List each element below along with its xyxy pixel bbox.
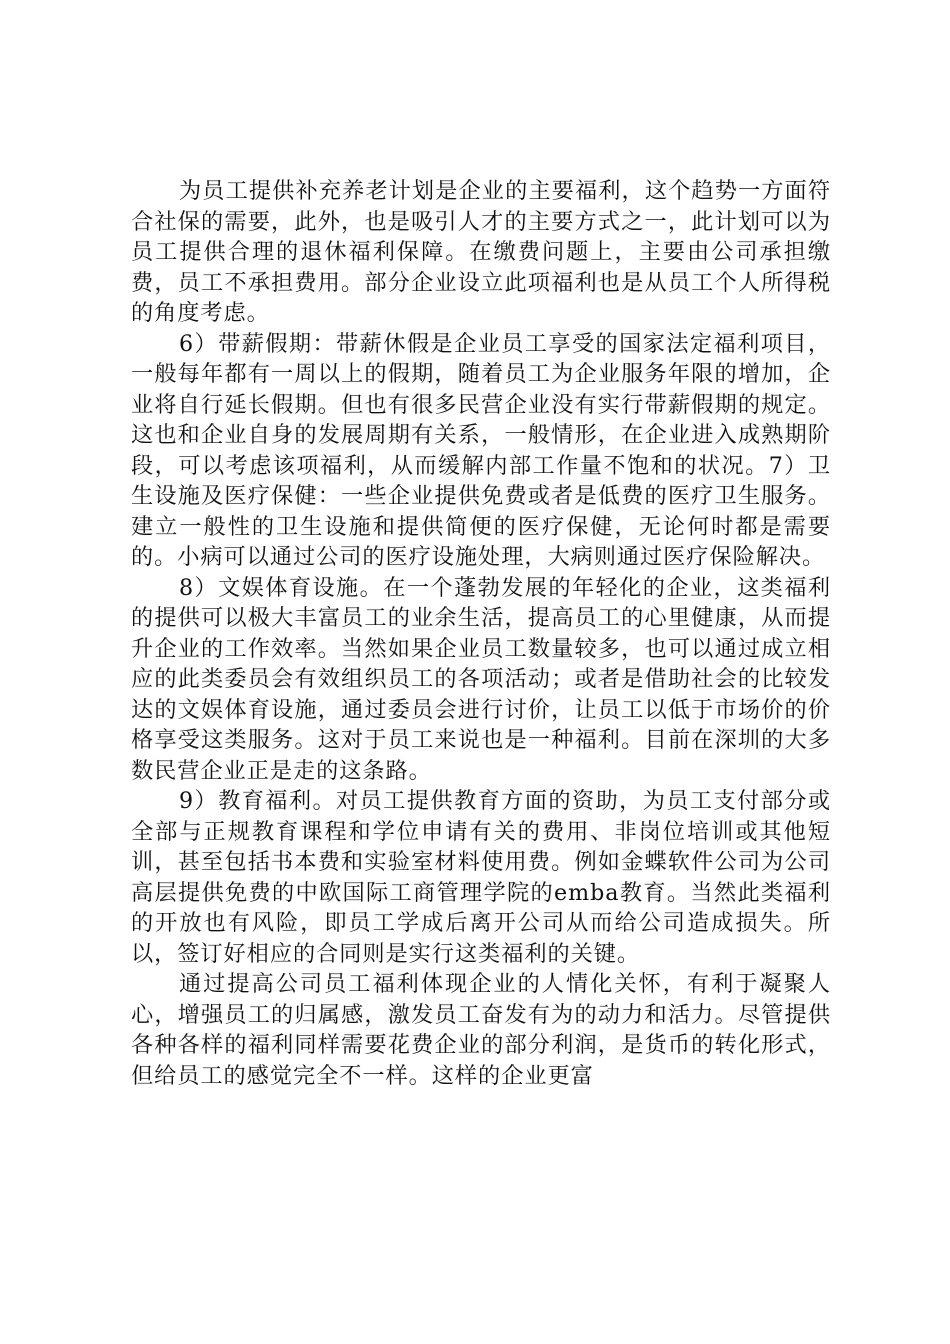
paragraph-pension-plan: 为员工提供补充养老计划是企业的主要福利，这个趋势一方面符合社保的需要，此外，也是吸引人才的主要方式之一，此计划可以为员工提供合理的退休福利保障。在缴费问题上，主要由公司承担缴费，员工不承担费用。部分企业设立此项福利也是从员工个人所得税的角度考虑。: [131, 178, 831, 326]
paragraph-conclusion: 通过提高公司员工福利体现企业的人情化关怀，有利于凝聚人心，增强员工的归属感，激发员工奋发有为的动力和活力。尽管提供各种各样的福利同样需要花费企业的部分利润，是货币的转化形式，但给员工的感觉完全不一样。这样的企业更富: [131, 971, 831, 1089]
paragraph-education-benefits: 9）教育福利。对员工提供教育方面的资助，为员工支付部分或全部与正规教育课程和学位申请有关的费用、非岗位培训或其他短训，甚至包括书本费和实验室材料使用费。例如金蝶软件公司为公司高层提供免费的中欧国际工商管理学院的emba教育。当然此类福利的开放也有风险，即员工学成后离开公司从而给公司造成损失。所以，签订好相应的合同则是实行这类福利的关键。: [131, 788, 831, 967]
document-body: [131, 176, 831, 1091]
paragraph-paid-leave-and-health: 6）带薪假期：带薪休假是企业员工享受的国家法定福利项目，一般每年都有一周以上的假期，随着员工为企业服务年限的增加，企业将自行延长假期。但也有很多民营企业没有实行带薪假期的规定。这也和企业自身的发展周期有关系，一般情形，在企业进入成熟期阶段，可以考虑该项福利，从而缓解内部工作量不饱和的状况。7）卫生设施及医疗保健：一些企业提供免费或者是低费的医疗卫生服务。建立一般性的卫生设施和提供简便的医疗保健，无论何时都是需要的。小病可以通过公司的医疗设施处理，大病则通过医疗保险解决。: [131, 330, 831, 570]
paragraph-recreation-facilities: 8）文娱体育设施。在一个蓬勃发展的年轻化的企业，这类福利的提供可以极大丰富员工的业余生活，提高员工的心里健康，从而提升企业的工作效率。当然如果企业员工数量较多，也可以通过成立相应的此类委员会有效组织员工的各项活动；或者是借助社会的比较发达的文娱体育设施，通过委员会进行讨价，让员工以低于市场价的价格享受这类服务。这对于员工来说也是一种福利。目前在深圳的大多数民营企业正是走的这条路。: [131, 574, 831, 784]
